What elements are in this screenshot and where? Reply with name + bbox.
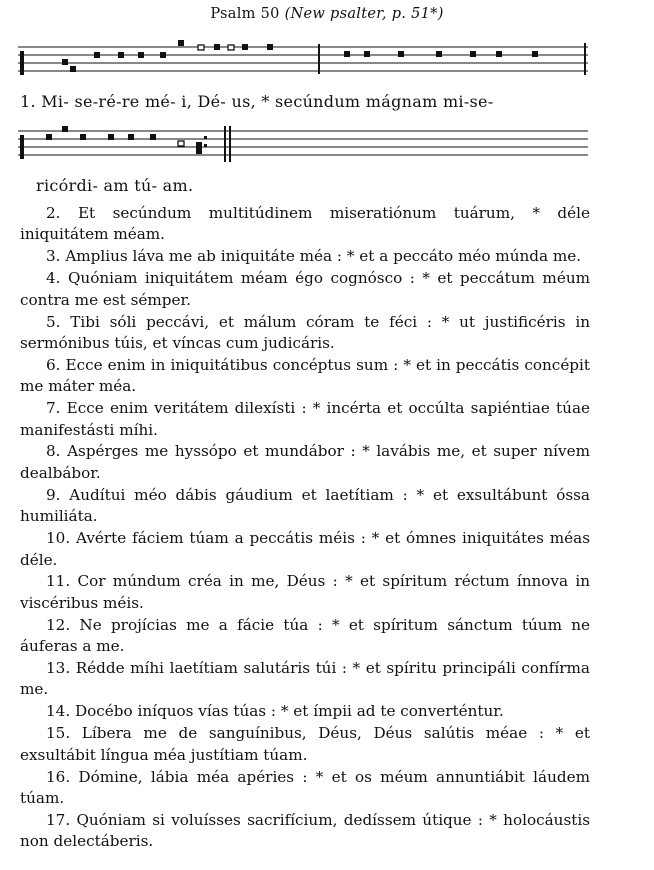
verse: 4. Quóniam iniquitátem méam égo cognósco : * et peccátum méum contra me est sémper.	[20, 269, 590, 309]
verse: 14. Docébo iníquos vías túas : * et ímpii ad te converténtur.	[46, 702, 504, 721]
verse: 12. Ne projícias me a fácie túa : * et spíritum sánctum túum ne áuferas a me.	[20, 615, 590, 656]
verse: 9. Audítui méo dábis gáudium et laetítiam : * et exsultábunt óssa humiliáta.	[20, 485, 590, 526]
verse: 13. Rédde míhi laetítiam salutáris túi : * et spíritu principáli confírma me.	[20, 659, 590, 699]
verse: 10. Avérte fáciem túam a peccátis méis : * et ómnes iniquitátes méas déle.	[20, 529, 590, 569]
psalm-verses	[20, 203, 590, 853]
page-title	[0, 6, 654, 22]
verse: 17. Quóniam si voluísses sacrifícium, dedíssem útique : * holocáustis non delectáberis.	[20, 810, 590, 851]
verse: 3. Amplius láva me ab iniquitáte méa : * et a peccáto méo múnda me.	[46, 247, 582, 266]
verse: 7. Ecce enim veritátem dilexísti : * incérta et occúlta sapiéntiae túae manifestásti míhi.	[20, 399, 590, 439]
chant-staff-1	[18, 38, 588, 82]
verse: 15. Líbera me de sanguínibus, Déus, Déus salútis méae : * et exsultábit língua méa justítiam túam.	[20, 724, 590, 764]
title-main: Psalm 50	[210, 6, 280, 22]
verse: 11. Cor múndum créa in me, Déus : * et spíritum réctum ínnova in viscéribus méis.	[20, 572, 590, 612]
verse: 5. Tibi sóli peccávi, et málum córam te féci : * ut justificéris in sermónibus túis, et víncas cum judicáris.	[20, 312, 590, 352]
chant-lyric-line-1: 1. Mi- se-ré-re mé- i, Dé- us, * secúndum mágnam mi-se-	[20, 92, 494, 111]
verse: 6. Ecce enim in iniquitátibus concéptus sum : * et in peccátis concépit me máter méa.	[20, 355, 590, 396]
chant-lyric-line-2: ricórdi- am tú- am.	[36, 176, 194, 195]
verse: 2. Et secúndum multitúdinem miseratiónum tuárum, * déle iniquitátem méam.	[20, 204, 590, 244]
verse: 8. Aspérges me hyssópo et mundábor : * lavábis me, et super nívem dealbábor.	[20, 442, 590, 482]
verse: 16. Dómine, lábia méa apéries : * et os méum annuntiábit láudem túam.	[20, 767, 590, 807]
chant-staff-2	[18, 122, 588, 166]
title-source: (New psalter, p. 51*)	[284, 6, 444, 22]
